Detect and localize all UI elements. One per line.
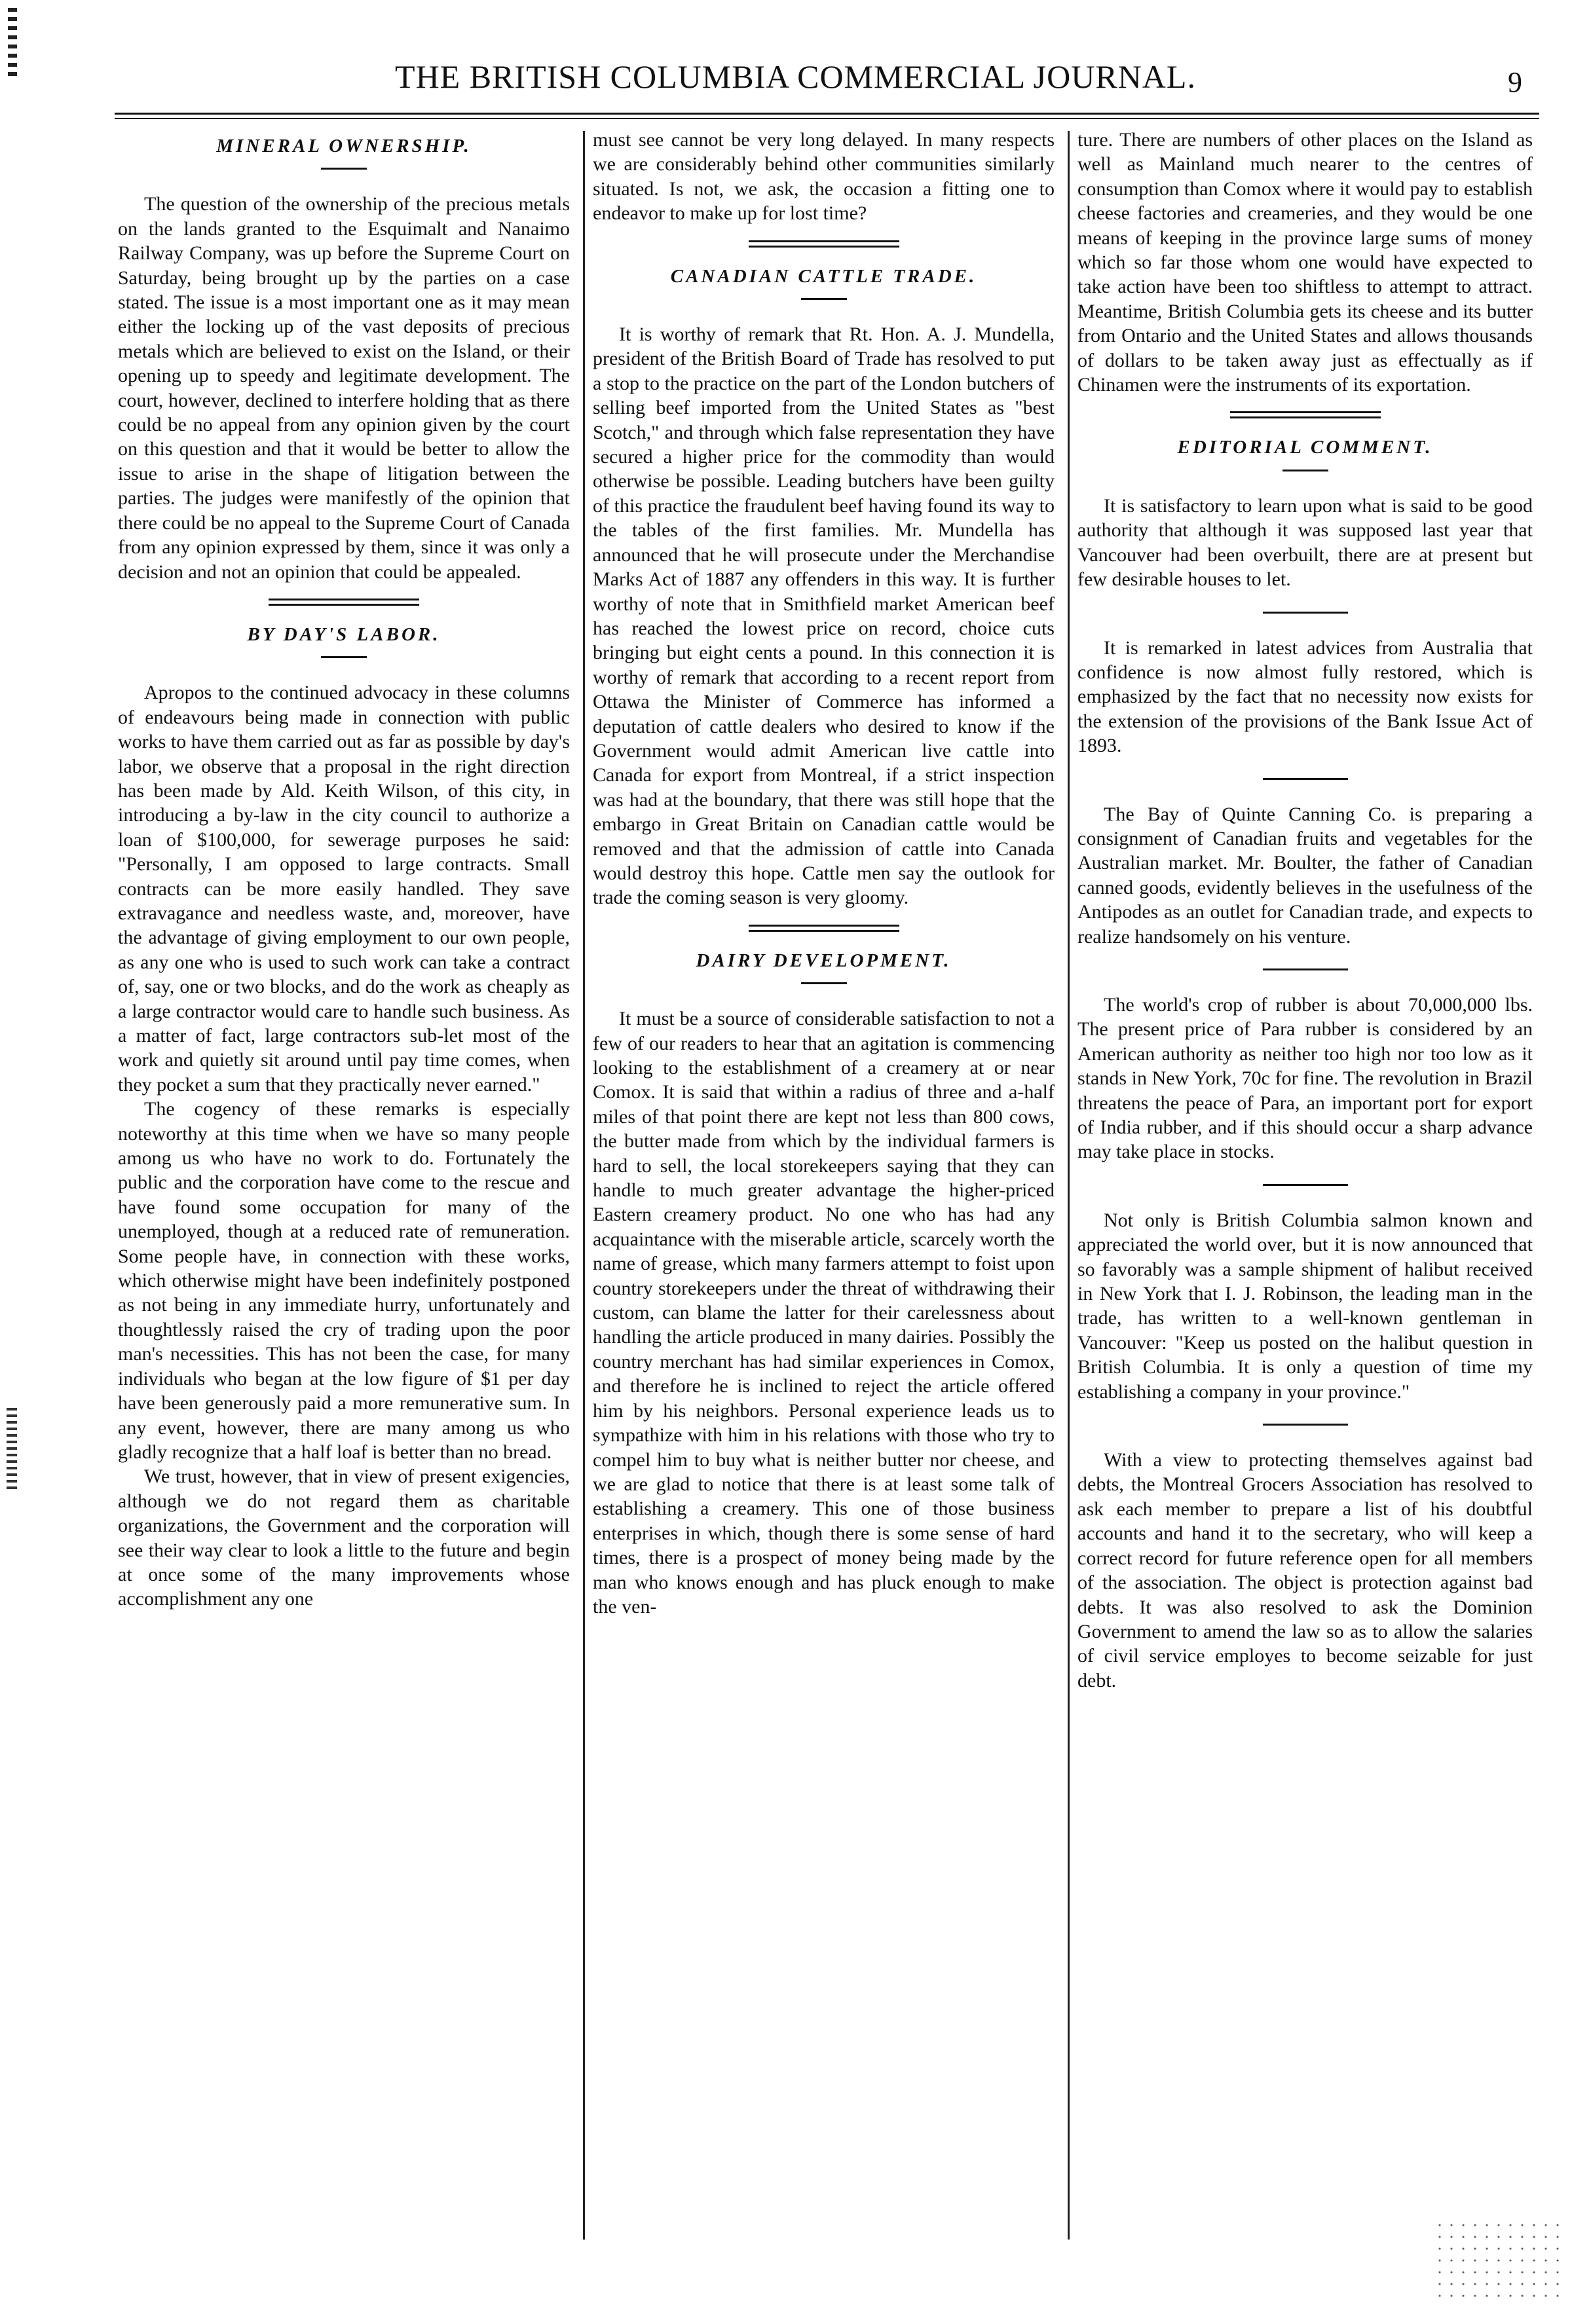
item-separator [1263, 1424, 1348, 1426]
column-3 [1077, 128, 1533, 1693]
article-heading: EDITORIAL COMMENT. [1177, 437, 1433, 458]
item-separator [1263, 968, 1348, 970]
header-rule [115, 118, 1539, 119]
column-2 [593, 128, 1055, 1619]
article-separator [269, 599, 419, 606]
article-paragraph: The question of the ownership of the precious metals on the lands granted to the Esquimalt and Nanaimo Railway Company, was up before the Supreme Court on Saturday, being brought up by the parties on a case stated. The issue is a most important one as it may mean either the locking up of the vast deposits of precious metals which are believed to exist on the Island, or their opening up to speedy and legitimate development. The court, however, declined to interfere holding that as there could be no appeal from any opinion given by the court on this question and that it would be better to allow the issue to arise in the shape of litigation between the parties. The judges were manifestly of the opinion that there could be no appeal to the Supreme Court of Canada from any opinion expressed by them, since it was only a decision and not an opinion that could be appealed. [118, 193, 570, 583]
article-separator [749, 240, 899, 248]
article-paragraph: It is satisfactory to learn upon what is said to be good authority that although it was supposed last year that Vancouver had been overbuilt, there are at present but few desirable houses to let. [1077, 494, 1533, 591]
article-paragraph: It is remarked in latest advices from Australia that confidence is now almost fully restored, which is emphasized by the fact that no necessity now exists for the extension of the provisions of the Bank Issue Act of 1893. [1077, 636, 1533, 757]
item-separator [1263, 612, 1348, 614]
article-heading: BY DAY'S LABOR. [247, 623, 441, 645]
item-separator [1263, 778, 1348, 780]
article-heading: DAIRY DEVELOPMENT. [696, 950, 952, 971]
article-paragraph: Not only is British Columbia salmon known and appreciated the world over, but it is now announced that so favorably was a sample shipment of halibut received in New York that I. J. Robinson, the leading man in the trade, has written to a well-known gentleman in Vancouver: "Keep us posted on the halibut question in British Columbia. It is only a question of time my establishing a company in your province." [1077, 1209, 1533, 1403]
scan-noise [1434, 2219, 1565, 2298]
heading-dash [321, 656, 367, 658]
article-paragraph: It is worthy of remark that Rt. Hon. A. J. Mundella, president of the British Board of Trade has resolved to put a stop to the practice on the part of the London butchers of selling beef imported from the United States as "best Scotch," and through which false representation they have secured a higher price for the commodity than would otherwise be possible. Leading butchers have been guilty of this practice the fraudulent beef having found its way to the tables of the first families. Mr. Mundella has announced that he will prosecute under the Merchandise Marks Act of 1887 any offenders in this way. It is further worthy of note that in Smithfield market American beef has reached the lowest price on record, choice cuts bringing but eight cents a pound. In this connection it is worthy of remark that according to a recent report from Ottawa the Minister of Commerce has informed a deputation of cattle dealers who desired to know if the Government would admit American live cattle into Canada for export from Montreal, if a strict inspection was had at the boundary, that there was still hope that the embargo in Great Britain on Canadian cattle would be removed and that the admission of cattle into Canada would destroy this hope. Cattle men say the outlook for trade the coming season is very gloomy. [593, 323, 1055, 909]
page-number: 9 [1508, 66, 1522, 98]
article-paragraph: It must be a source of considerable satisfaction to not a few of our readers to hear that an agitation is commencing looking to the establishment of a creamery at or near Comox. It is said that within a radius of three and a-half miles of that point there are kept not less than 800 cows, the butter made from which by the individual farmers is hard to sell, the local storekeepers saying that they can handle to much greater advantage the higher-priced Eastern creamery product. No one who has had any acquaintance with the miserable article, scarcely worth the name of grease, which many farmers attempt to foist upon country storekeepers under the threat of withdrawing their custom, can blame the latter for their carelessness about handling the article produced in many dairies. Possibly the country merchant has had similar experiences in Comox, and therefore he is inclined to reject the article offered him by his neighbors. Personal experience leads us to sympathize with him in his relations with those who try to compel him to buy what is neither butter nor cheese, and we are glad to notice that there is at least some talk of establishing a creamery. This one of those business enterprises in which, though there is some sense of hard times, there is a prospect of money being made by the man who knows enough and has pluck enough to make the ven- [593, 1008, 1055, 1617]
column-divider [1068, 131, 1070, 2240]
heading-dash [801, 298, 847, 300]
article-separator [749, 925, 899, 932]
column-1 [118, 128, 570, 1612]
article-paragraph: We trust, however, that in view of present exigencies, although we do not regard them as charitable organizations, the Government and the corporation will see their way clear to look a little to the future and begin at once some of the many improvements whose accomplishment any one [118, 1466, 570, 1610]
article-heading: MINERAL OWNERSHIP. [216, 136, 472, 157]
journal-title: THE BRITISH COLUMBIA COMMERCIAL JOURNAL. [395, 58, 1196, 95]
heading-dash [321, 168, 367, 170]
article-paragraph: Apropos to the continued advocacy in these columns of endeavours being made in connection with public works to have them carried out as far as possible by day's labor, we observe that a proposal in the right direction has been made by Ald. Keith Wilson, of this city, in introducing a by-law in the city council to authorize a loan of $100,000, for sewerage purposes he said: "Personally, I am opposed to large contracts. Small contracts can be more easily handled. They save extravagance and needless waste, and, moreover, have the advantage of giving employment to our own people, as any one who is used to such work can take a contract of, say, one or two blocks, and do the work as cheaply as a large contractor would care to handle such business. As a matter of fact, large contractors sub-let most of the work and quietly sit around until pay time comes, when they pocket a sum that they practically never earned." [118, 682, 570, 1096]
item-separator [1263, 1184, 1348, 1186]
scan-edge-marks [7, 1408, 17, 1493]
article-paragraph: must see cannot be very long delayed. In many respects we are considerably behind other communities similarly situated. Is not, we ask, the occasion a fitting one to endeavor to make up for lost time? [593, 129, 1055, 225]
article-paragraph: With a view to protecting themselves against bad debts, the Montreal Grocers Association has resolved to ask each member to prepare a list of his doubtful accounts and hand it to the secretary, who will keep a correct record for future reference open for all members of the association. The object is protection against bad debts. It was also resolved to ask the Dominion Government to amend the law so as to allow the salaries of civil service employes to become seizable for just debt. [1077, 1449, 1533, 1691]
article-paragraph: The world's crop of rubber is about 70,000,000 lbs. The present price of Para rubber is considered by an American authority as neither too high nor too low as it stands in New York, 70c for fine. The revolution in Brazil threatens the peace of Para, an important port for export of India rubber, and if this should occur a sharp advance may take place in stocks. [1077, 993, 1533, 1163]
article-separator [1230, 411, 1381, 418]
column-divider [583, 131, 585, 2240]
article-heading: CANADIAN CATTLE TRADE. [670, 265, 977, 287]
article-paragraph: ture. There are numbers of other places on the Island as well as Mainland much nearer to the centres of consumption than Comox where it would pay to establish cheese factories and creameries, and they would be one means of keeping in the province large sums of money which so far those whom one would have expected to take action have been too shiftless to attempt to attract. Meantime, British Columbia gets its cheese and its butter from Ontario and the United States and allows thousands of dollars to be taken away just as effectually as if Chinamen were the instruments of its exportation. [1077, 129, 1533, 396]
heading-dash [1282, 470, 1328, 471]
header-rule [115, 113, 1539, 115]
article-paragraph: The cogency of these remarks is especially noteworthy at this time when we have so many people among us who have no work to do. Fortunately the public and the corporation have come to the rescue and have found some occupation for many of the unemployed, though at a reduced rate of remuneration. Some people have, in connection with these works, which otherwise might have been indefinitely postponed as not being in any immediate hurry, unfortunately and thoughtlessly raised the cry of trading upon the poor man's necessities. This has not been the case, for many individuals who began at the low figure of $1 per day have been generously paid a more remunerative sum. In any event, however, there are many among us who gladly recognize that a half loaf is better than no bread. [118, 1098, 570, 1463]
heading-dash [801, 982, 847, 984]
article-paragraph: The Bay of Quinte Canning Co. is preparing a consignment of Canadian fruits and vegetables for the Australian market. Mr. Boulter, the father of Canadian canned goods, evidently believes in the usefulness of the Antipodes as an outlet for Canadian trade, and expects to realize handsomely on his venture. [1077, 803, 1533, 948]
